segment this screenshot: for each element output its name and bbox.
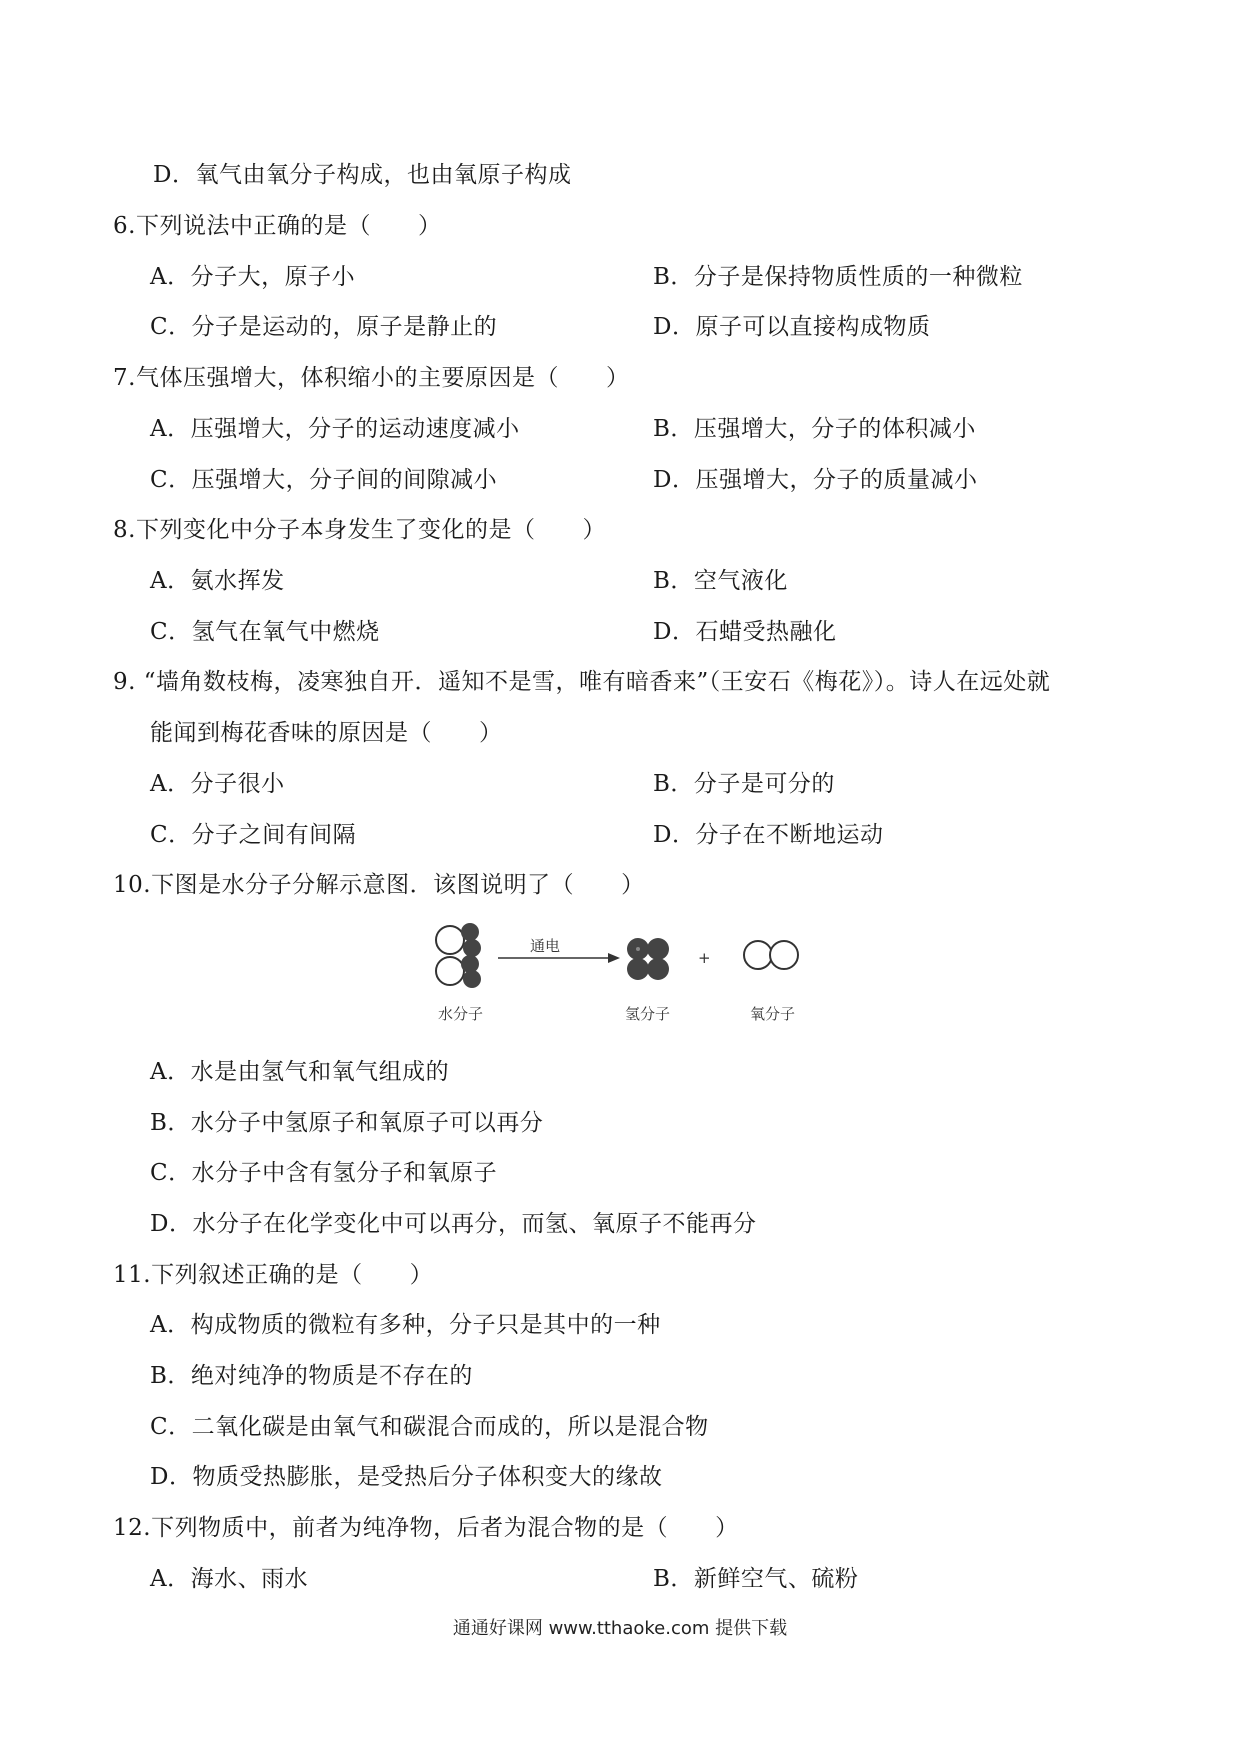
q12-option-a: A．海水、雨水 <box>150 1566 309 1592</box>
q6-option-d: D．原子可以直接构成物质 <box>653 314 931 340</box>
question-8: 8.下列变化中分子本身发生了变化的是（ ） <box>113 517 606 543</box>
arrow-label: 通电 <box>530 937 561 955</box>
page-footer: 通通好课网 www.tthaoke.com 提供下载 <box>452 1618 788 1639</box>
water-decomposition-figure <box>420 915 820 1035</box>
question-7: 7.气体压强增大，体积缩小的主要原因是（ ） <box>113 365 630 391</box>
plus-sign: + <box>698 949 711 967</box>
q7-option-d: D．压强增大，分子的质量减小 <box>653 467 978 493</box>
question-6: 6.下列说法中正确的是（ ） <box>113 213 442 239</box>
q10-option-d: D．水分子在化学变化中可以再分，而氢、氧原子不能再分 <box>150 1211 757 1237</box>
q7-option-c: C．压强增大，分子间的间隙减小 <box>150 467 498 493</box>
q11-option-c: C．二氧化碳是由氧气和碳混合而成的，所以是混合物 <box>150 1414 709 1440</box>
question-10: 10.下图是水分子分解示意图．该图说明了（ ） <box>113 872 645 898</box>
q8-option-c: C．氢气在氧气中燃烧 <box>150 619 380 645</box>
q6-option-c: C．分子是运动的，原子是静止的 <box>150 314 498 340</box>
q10-option-c: C．水分子中含有氢分子和氧原子 <box>150 1160 498 1186</box>
q6-option-b: B．分子是保持物质性质的一种微粒 <box>653 264 1023 290</box>
q8-option-b: B．空气液化 <box>653 568 788 594</box>
q8-option-d: D．石蜡受热融化 <box>653 619 837 645</box>
q8-option-a: A．氨水挥发 <box>150 568 285 594</box>
water-molecule-label: 水分子 <box>438 1005 484 1023</box>
q6-option-a: A．分子大，原子小 <box>150 264 356 290</box>
q7-option-b: B．压强增大，分子的体积减小 <box>653 416 976 442</box>
q10-option-a: A．水是由氢气和氧气组成的 <box>150 1059 450 1085</box>
question-12: 12.下列物质中，前者为纯净物，后者为混合物的是（ ） <box>113 1515 739 1541</box>
question-9: 9. “墙角数枝梅，凌寒独自开．遥知不是雪，唯有暗香来”（王安石《梅花》）。诗人在远处就 <box>113 669 1051 695</box>
water-molecule-icon <box>436 923 481 988</box>
question-9-continued: 能闻到梅花香味的原因是（ ） <box>150 720 503 746</box>
q12-option-b: B．新鲜空气、硫粉 <box>653 1566 859 1592</box>
q9-option-d: D．分子在不断地运动 <box>653 822 884 848</box>
q11-option-b: B．绝对纯净的物质是不存在的 <box>150 1363 473 1389</box>
q7-option-a: A．压强增大，分子的运动速度减小 <box>150 416 520 442</box>
q5-option-d: D．氧气由氧分子构成，也由氧原子构成 <box>153 162 572 188</box>
oxygen-molecule-label: 氧分子 <box>750 1005 796 1023</box>
q11-option-a: A．构成物质的微粒有多种，分子只是其中的一种 <box>150 1312 661 1338</box>
q11-option-d: D．物质受热膨胀，是受热后分子体积变大的缘故 <box>150 1464 663 1490</box>
q9-option-c: C．分子之间有间隔 <box>150 822 357 848</box>
q10-option-b: B．水分子中氢原子和氧原子可以再分 <box>150 1110 544 1136</box>
question-11: 11.下列叙述正确的是（ ） <box>113 1262 434 1288</box>
hydrogen-molecule-icon <box>627 938 669 980</box>
oxygen-molecule-icon <box>744 941 798 969</box>
q9-option-b: B．分子是可分的 <box>653 771 835 797</box>
hydrogen-molecule-label: 氢分子 <box>625 1005 671 1023</box>
q9-option-a: A．分子很小 <box>150 771 285 797</box>
